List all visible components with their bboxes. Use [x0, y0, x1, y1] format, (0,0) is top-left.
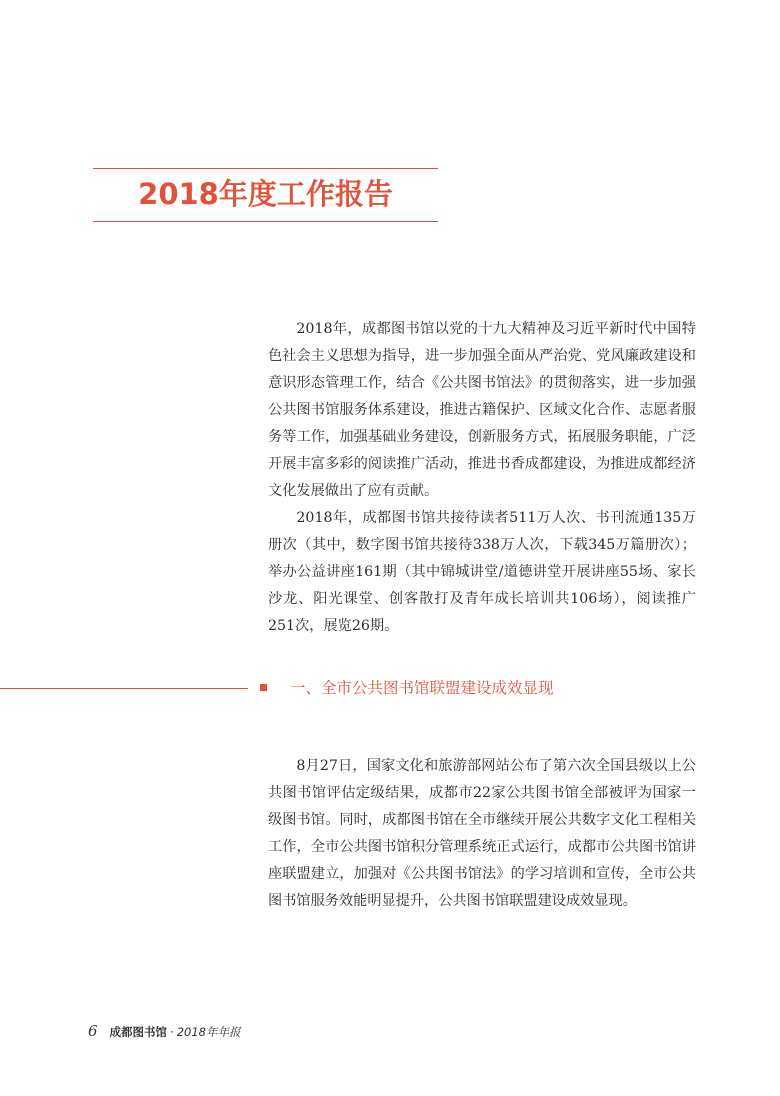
section-1-body — [268, 753, 696, 915]
section-1-paragraph-1: 8月27日，国家文化和旅游部网站公布了第六次全国县级以上公共图书馆评估定级结果，成都市22家公共图书馆全部被评为国家一级图书馆。同时，成都图书馆在全市继续开展公共数字文化工程相关工作，全市公共图书馆积分管理系统正式运行，成都市公共图书馆讲座联盟建立，加强对《公共图书馆法》的学习培训和宣传，全市公共图书馆服务效能明显提升，公共图书馆联盟建设成效显现。 — [268, 758, 696, 909]
intro-paragraph-1: 2018年，成都图书馆以党的十九大精神及习近平新时代中国特色社会主义思想为指导，进一步加强全面从严治党、党风廉政建设和意识形态管理工作，结合《公共图书馆法》的贯彻落实，进一步加强公共图书馆服务体系建设，推进古籍保护、区域文化合作、志愿者服务等工作，加强基础业务建设，创新服务方式，拓展服务职能，广泛开展丰富多彩的阅读推广活动，推进书香成都建设，为推进成都经济文化发展做出了应有贡献。 — [268, 321, 696, 499]
section-1-heading: 一、全市公共图书馆联盟建设成效显现 — [290, 679, 554, 697]
intro-paragraph-2: 2018年，成都图书馆共接待读者511万人次、书刊流通135万册次（其中，数字图书馆共接待338万人次，下载345万篇册次）；举办公益讲座161期（其中锦城讲堂/道德讲堂开展讲座55场、家长沙龙、阳光课堂、创客散打及青年成长培训共106场），阅读推广251次，展览26期。 — [268, 510, 696, 634]
section-heading-marker — [260, 684, 267, 691]
footer-separator: · — [170, 1025, 174, 1039]
report-title: 2018年度工作报告 — [138, 177, 393, 211]
page-footer — [88, 1022, 240, 1044]
intro-text — [268, 316, 696, 640]
footer-subtitle: 2018年年报 — [176, 1025, 241, 1039]
title-rule-top — [93, 168, 438, 169]
title-rule-bottom — [93, 221, 438, 222]
footer-label: 成都图书馆 — [109, 1025, 168, 1039]
page-number: 6 — [88, 1022, 98, 1040]
section-heading-rule — [0, 688, 248, 689]
